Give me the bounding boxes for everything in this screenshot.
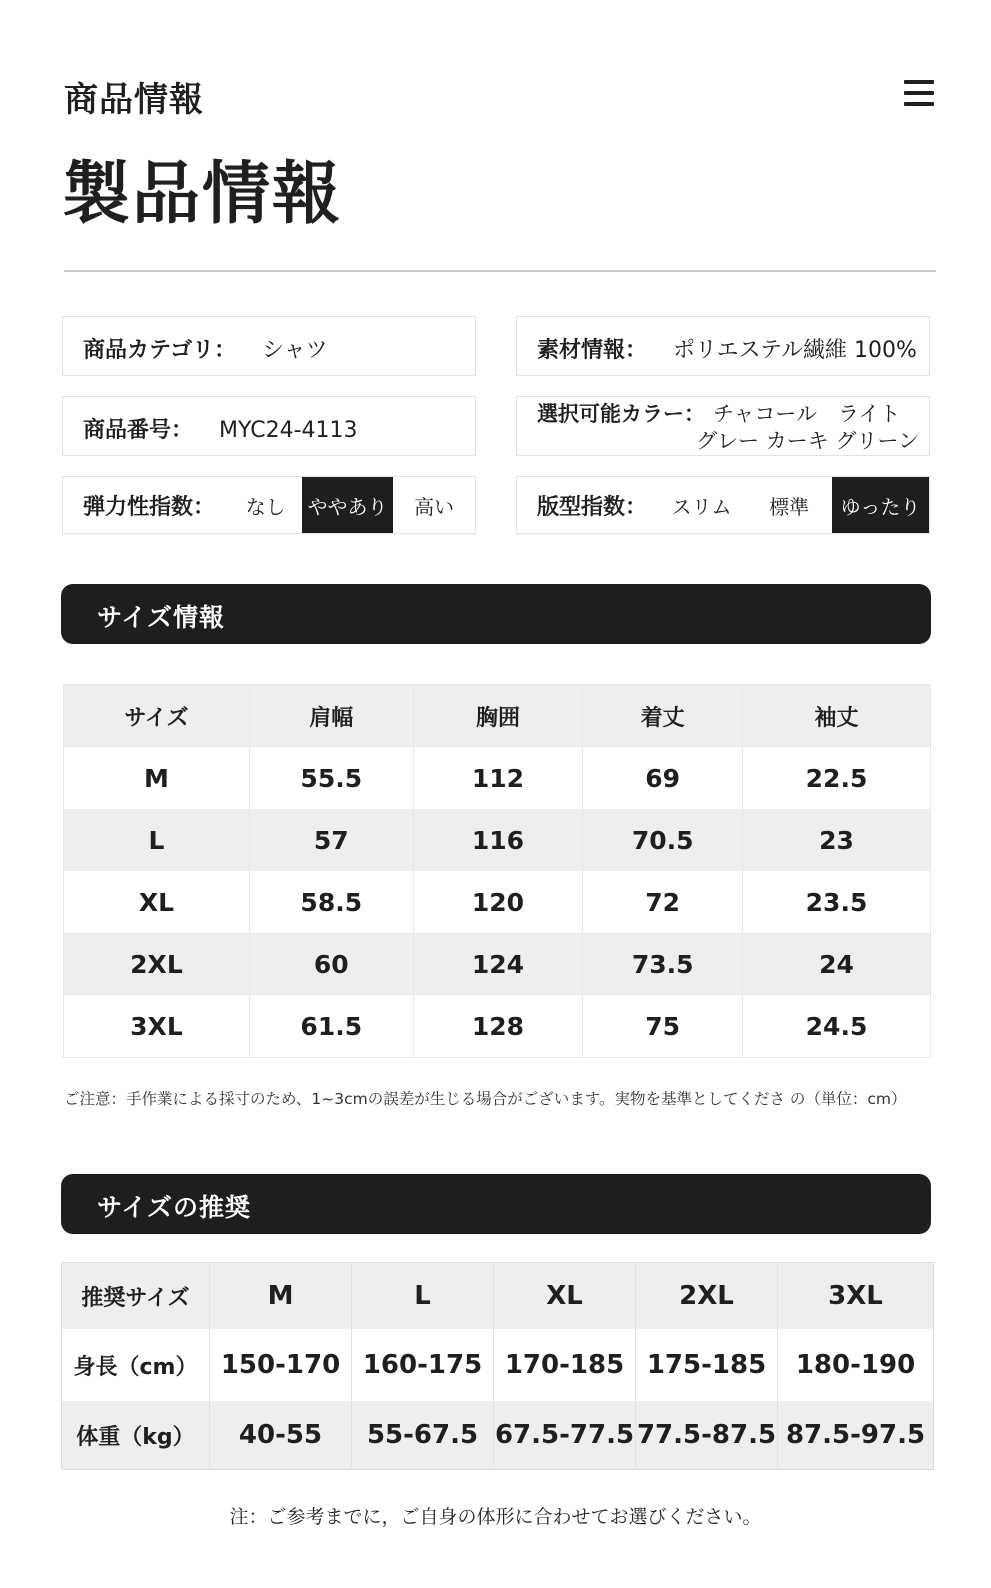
table-cell: M bbox=[64, 747, 250, 809]
fit-label: 版型指数： bbox=[537, 494, 648, 520]
elasticity-option-high[interactable]: 高い bbox=[414, 494, 455, 519]
row-header: 体重（kg） bbox=[62, 1401, 210, 1470]
column-header: 肩幅 bbox=[249, 685, 413, 748]
page-subtitle: 商品情報 bbox=[64, 80, 204, 120]
size-recommend-heading: サイズの推奨 bbox=[61, 1174, 931, 1234]
recommend-note: 注：ご参考までに，ご自身の体形に合わせてお選びください。 bbox=[229, 1506, 762, 1528]
table-cell: L bbox=[64, 809, 250, 871]
elasticity-label: 弾力性指数： bbox=[83, 494, 216, 520]
column-header: 推奨サイズ bbox=[62, 1263, 210, 1330]
column-header: L bbox=[352, 1263, 494, 1330]
category-info bbox=[62, 316, 476, 376]
number-label: 商品番号： bbox=[83, 418, 194, 443]
elasticity-option-none[interactable]: なし bbox=[245, 494, 286, 519]
material-label: 素材情報： bbox=[537, 338, 648, 363]
category-label: 商品カテゴリ： bbox=[83, 338, 237, 363]
table-cell: 69 bbox=[583, 747, 743, 809]
column-header: M bbox=[210, 1263, 352, 1330]
column-header: 2XL bbox=[636, 1263, 778, 1330]
table-cell: 23 bbox=[819, 825, 854, 855]
recommend-table-header bbox=[62, 1263, 934, 1330]
fit-option-slim[interactable]: スリム bbox=[671, 494, 732, 519]
table-cell: 57 bbox=[249, 809, 413, 871]
fit-index bbox=[516, 476, 930, 534]
table-cell: 124 bbox=[413, 933, 583, 995]
table-cell: XL bbox=[64, 871, 250, 933]
column-header: XL bbox=[494, 1263, 636, 1330]
table-row bbox=[64, 809, 931, 871]
table-row bbox=[64, 933, 931, 995]
table-cell: 75 bbox=[583, 995, 743, 1058]
table-cell: 77.5-87.5 bbox=[636, 1401, 778, 1470]
material-info bbox=[516, 316, 930, 376]
colors-value-line2: グレー カーキ グリーン bbox=[696, 429, 919, 453]
table-cell: 73.5 bbox=[583, 933, 743, 995]
table-cell: 160-175 bbox=[352, 1329, 494, 1401]
table-cell: 128 bbox=[413, 995, 583, 1058]
size-table bbox=[63, 684, 931, 1058]
table-cell: 175-185 bbox=[636, 1329, 778, 1401]
table-cell: 24 bbox=[819, 949, 854, 979]
column-header: 3XL bbox=[828, 1281, 883, 1311]
table-cell: 55.5 bbox=[249, 747, 413, 809]
table-row bbox=[64, 871, 931, 933]
table-cell: 3XL bbox=[64, 995, 250, 1058]
size-note: ご注意：手作業による採寸のため、1~3cmの誤差が生じる場合がございます。実物を基準としてくださ の（単位：cm） bbox=[64, 1090, 907, 1108]
table-cell: 60 bbox=[249, 933, 413, 995]
table-cell: 61.5 bbox=[249, 995, 413, 1058]
column-header: 着丈 bbox=[583, 685, 743, 748]
table-cell: 70.5 bbox=[583, 809, 743, 871]
table-cell: 170-185 bbox=[494, 1329, 636, 1401]
table-cell: 116 bbox=[413, 809, 583, 871]
category-value: シャツ bbox=[262, 338, 328, 363]
table-row bbox=[62, 1329, 934, 1401]
header-divider bbox=[64, 270, 936, 272]
table-cell: 112 bbox=[413, 747, 583, 809]
table-row bbox=[64, 747, 931, 809]
table-cell: 72 bbox=[583, 871, 743, 933]
product-number-info bbox=[62, 396, 476, 456]
size-table-header bbox=[64, 685, 931, 748]
table-cell: 55-67.5 bbox=[352, 1401, 494, 1470]
fit-option-standard[interactable]: 標準 bbox=[769, 494, 810, 519]
table-cell: 40-55 bbox=[210, 1401, 352, 1470]
page-title: 製品情報 bbox=[62, 155, 343, 234]
size-info-heading: サイズ情報 bbox=[61, 584, 931, 644]
colors-info bbox=[516, 396, 930, 456]
table-cell: 67.5-77.5 bbox=[494, 1401, 636, 1470]
table-row bbox=[62, 1401, 934, 1470]
column-header: サイズ bbox=[64, 685, 250, 748]
table-row bbox=[64, 995, 931, 1058]
table-cell: 180-190 bbox=[795, 1350, 916, 1380]
elasticity-index bbox=[62, 476, 476, 534]
menu-icon[interactable] bbox=[904, 80, 934, 108]
table-cell: 23.5 bbox=[805, 887, 868, 917]
table-cell: 120 bbox=[413, 871, 583, 933]
table-cell: 58.5 bbox=[249, 871, 413, 933]
material-value: ポリエステル繊維 100% bbox=[673, 338, 917, 363]
table-cell: 22.5 bbox=[805, 763, 868, 793]
elasticity-option-some[interactable]: ややあり bbox=[302, 477, 393, 533]
row-header: 身長（cm） bbox=[62, 1329, 210, 1401]
column-header: 胸囲 bbox=[413, 685, 583, 748]
table-cell: 2XL bbox=[64, 933, 250, 995]
table-cell: 150-170 bbox=[210, 1329, 352, 1401]
colors-value-line1: チャコール ライト bbox=[713, 402, 901, 426]
colors-label: 選択可能カラー： bbox=[537, 402, 705, 426]
number-value: MYC24-4113 bbox=[219, 418, 358, 443]
table-cell: 87.5-97.5 bbox=[785, 1420, 926, 1450]
recommend-table bbox=[61, 1262, 934, 1470]
column-header: 袖丈 bbox=[814, 705, 859, 731]
table-cell: 24.5 bbox=[805, 1011, 868, 1041]
fit-option-loose[interactable]: ゆったり bbox=[832, 477, 929, 533]
